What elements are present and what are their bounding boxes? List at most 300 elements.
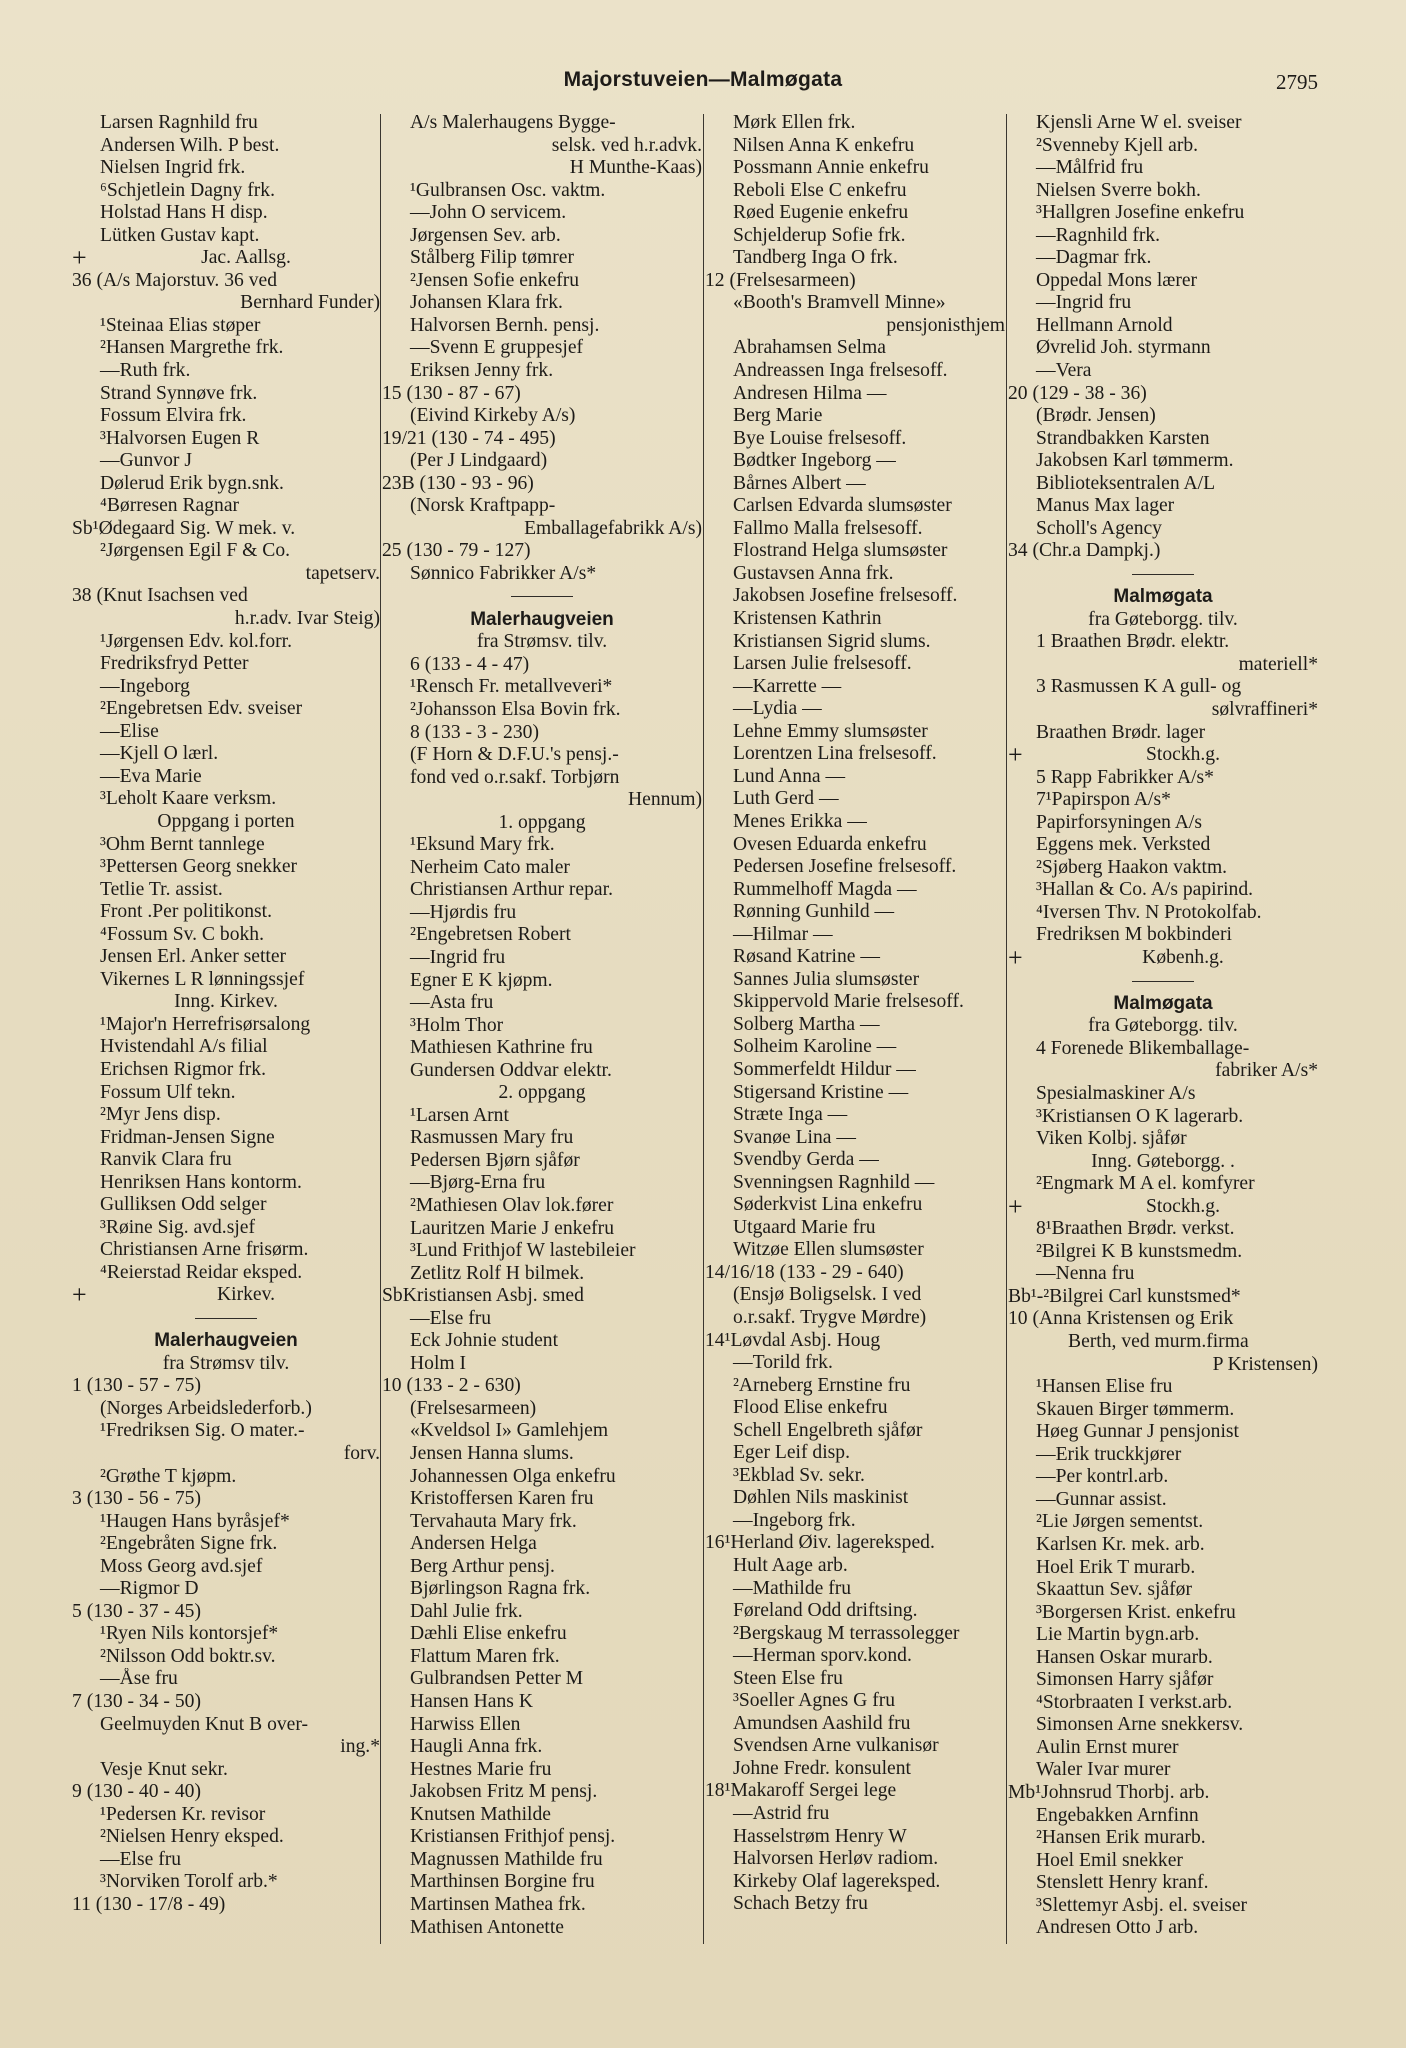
directory-entry: 12 (Frelsesarmeen)	[705, 269, 856, 291]
directory-entry: ¹Eksund Mary frk.	[410, 834, 555, 856]
cross-marker-icon: +	[1008, 1195, 1023, 1219]
directory-entry: ¹Larsen Arnt	[410, 1104, 509, 1126]
directory-entry: ¹Hansen Elise fru	[1036, 1376, 1173, 1398]
directory-entry: selsk. ved h.r.advk.	[551, 134, 702, 156]
directory-entry: Jørgensen Sev. arb.	[410, 224, 561, 246]
directory-entry: Jensen Erl. Anker setter	[100, 946, 287, 968]
directory-entry: Sb¹Ødegaard Sig. W mek. v.	[72, 517, 296, 539]
directory-entry: fra Gøteborgg. tilv.	[1088, 608, 1238, 630]
directory-entry: Eriksen Jenny frk.	[410, 360, 554, 382]
directory-entry: ²Engebråten Signe frk.	[100, 1533, 278, 1555]
directory-entry: Halvorsen Bernh. pensj.	[410, 314, 600, 336]
directory-entry: ³Lund Frithjof W lastebileier	[410, 1240, 636, 1262]
directory-entry: Eggens mek. Verksted	[1036, 834, 1211, 856]
directory-entry: Fredriksfryd Petter	[100, 653, 249, 675]
directory-entry: ¹Rensch Fr. metallveveri*	[410, 676, 613, 698]
directory-entry: Sønnico Fabrikker A/s*	[410, 562, 597, 584]
directory-entry: Strandbakken Karsten	[1036, 427, 1210, 449]
directory-entry: —Erik truckkjører	[1036, 1443, 1182, 1465]
directory-entry: Abrahamsen Selma	[733, 337, 886, 359]
directory-entry: Lund Anna —	[733, 765, 846, 787]
directory-entry: Kristiansen Frithjof pensj.	[410, 1826, 616, 1848]
directory-entry: 2. oppgang	[498, 1082, 586, 1104]
directory-entry: Strand Synnøve frk.	[100, 382, 258, 404]
directory-entry: —Torild frk.	[733, 1352, 833, 1374]
directory-entry: H Munthe-Kaas)	[569, 157, 702, 179]
directory-entry: —Dagmar frk.	[1036, 247, 1152, 269]
column-divider	[380, 114, 381, 1944]
directory-entry: Possmann Annie enkefru	[733, 157, 929, 179]
directory-entry: Geelmuyden Knut B over-	[100, 1713, 309, 1735]
directory-entry: Andreassen Inga frelsesoff.	[733, 360, 948, 382]
directory-entry: Scholl's Agency	[1036, 517, 1162, 539]
directory-entry: ¹Gulbransen Osc. vaktm.	[410, 179, 606, 201]
directory-entry: —Mathilde fru	[733, 1577, 852, 1599]
directory-entry: Christiansen Arne frisørm.	[100, 1239, 309, 1261]
directory-entry: Gulliksen Odd selger	[100, 1194, 267, 1216]
cross-street-line	[72, 1284, 380, 1307]
directory-entry: Bjørlingson Ragna frk.	[410, 1578, 591, 1600]
directory-entry: pensjonisthjem	[886, 314, 1005, 336]
directory-entry: —Else fru	[100, 1848, 182, 1870]
directory-entry: ²Jørgensen Egil F & Co.	[100, 540, 291, 562]
directory-entry: 7 (130 - 34 - 50)	[72, 1691, 201, 1713]
cross-street-label: Stockh.g.	[1145, 1195, 1221, 1217]
directory-entry: Simonsen Harry sjåfør	[1036, 1669, 1214, 1691]
directory-entry: ³Halvorsen Eugen R	[100, 427, 260, 449]
directory-entry: Dahl Julie frk.	[410, 1600, 523, 1622]
directory-entry: Nerheim Cato maler	[410, 856, 570, 878]
directory-entry: Spesialmaskiner A/s	[1036, 1083, 1196, 1105]
cross-street-line	[1008, 947, 1318, 970]
directory-entry: Solberg Martha —	[733, 1013, 880, 1035]
directory-entry: ³Borgersen Krist. enkefru	[1036, 1601, 1236, 1623]
directory-entry: Pedersen Josefine frelsesoff.	[733, 856, 957, 878]
directory-entry: Kjensli Arne W el. sveiser	[1036, 112, 1242, 133]
directory-entry: Larsen Julie frelsesoff.	[733, 653, 912, 675]
directory-entry: Eck Johnie student	[410, 1330, 559, 1352]
directory-entry: Hennum)	[627, 789, 702, 811]
directory-entry: Andersen Helga	[410, 1533, 537, 1555]
directory-entry: Fossum Elvira frk.	[100, 405, 247, 427]
directory-entry: ⁶Schjetlein Dagny frk.	[100, 179, 275, 201]
directory-entry: ¹Major'n Herrefrisørsalong	[100, 1013, 311, 1035]
directory-entry: —Åse fru	[100, 1668, 178, 1690]
directory-entry: Jensen Hanna slums.	[410, 1443, 574, 1465]
directory-entry: 3 Rasmussen K A gull- og	[1036, 676, 1242, 698]
directory-entry: Carlsen Edvarda slumsøster	[733, 495, 952, 517]
directory-entry: Gustavsen Anna frk.	[733, 562, 894, 584]
directory-entry: 9 (130 - 40 - 40)	[72, 1781, 201, 1803]
directory-entry: Hasselstrøm Henry W	[733, 1825, 907, 1847]
directory-entry: Fridman-Jensen Signe	[100, 1126, 275, 1148]
directory-entry: Aulin Ernst murer	[1036, 1736, 1179, 1758]
directory-entry: Marthinsen Borgine fru	[410, 1871, 595, 1893]
directory-entry: forv.	[343, 1443, 380, 1465]
directory-entry: ²Engebretsen Edv. sveiser	[100, 698, 303, 720]
directory-entry: Nilsen Anna K enkefru	[733, 134, 915, 156]
page-title: Majorstuveien—Malmøgata	[563, 68, 843, 91]
directory-entry: ²Arneberg Ernstine fru	[733, 1374, 911, 1396]
directory-entry: 3 (130 - 56 - 75)	[72, 1488, 201, 1510]
directory-entry: Hansen Oskar murarb.	[1036, 1646, 1213, 1668]
directory-entry: fra Strømsv tilv.	[162, 1352, 290, 1374]
directory-entry: fond ved o.r.sakf. Torbjørn	[410, 766, 620, 788]
directory-entry: ⁴Storbraaten I verkst.arb.	[1036, 1691, 1233, 1713]
directory-entry: Emballagefabrikk A/s)	[524, 517, 702, 539]
directory-entry: ³Kristiansen O K lagerarb.	[1036, 1105, 1244, 1127]
directory-entry: ³Slettemyr Asbj. el. sveiser	[1036, 1894, 1248, 1916]
directory-entry: 8 (133 - 3 - 230)	[410, 721, 539, 743]
directory-entry: Gundersen Oddvar elektr.	[410, 1059, 612, 1081]
directory-entry: Lorentzen Lina frelsesoff.	[733, 743, 937, 765]
directory-entry: —Per kontrl.arb.	[1036, 1466, 1169, 1488]
directory-entry: —Karrette —	[733, 675, 842, 697]
directory-entry: ⁴Fossum Sv. C bokh.	[100, 923, 264, 945]
directory-entry: —Ragnhild frk.	[1036, 224, 1161, 246]
directory-entry: Zetlitz Rolf H bilmek.	[410, 1262, 585, 1284]
directory-entry: 10 (Anna Kristensen og Erik	[1008, 1308, 1234, 1330]
directory-entry: 20 (129 - 38 - 36)	[1008, 382, 1147, 404]
directory-entry: Øvrelid Joh. styrmann	[1036, 337, 1211, 359]
directory-entry: Dølerud Erik bygn.snk.	[100, 472, 284, 494]
directory-entry: ³Hallan & Co. A/s papirind.	[1036, 879, 1254, 901]
directory-entry: —Svenn E gruppesjef	[410, 337, 584, 359]
directory-entry: (Per J Lindgaard)	[410, 450, 548, 472]
directory-entry: (Frelsesarmeen)	[410, 1397, 537, 1419]
directory-entry: ¹Jørgensen Edv. kol.forr.	[100, 630, 292, 652]
directory-entry: Knutsen Mathilde	[410, 1803, 551, 1825]
section-heading: Malerhaugveien	[470, 608, 614, 630]
directory-entry: Reboli Else C enkefru	[733, 179, 907, 201]
directory-entry: Sommerfeldt Hildur —	[733, 1058, 916, 1080]
directory-entry: Stenslett Henry kranf.	[1036, 1872, 1209, 1894]
directory-entry: ²Nilsson Odd boktr.sv.	[100, 1645, 276, 1667]
directory-entry: Oppedal Mons lærer	[1036, 269, 1198, 291]
directory-entry: 10 (133 - 2 - 630)	[382, 1375, 521, 1397]
directory-entry: Karlsen Kr. mek. arb.	[1036, 1533, 1205, 1555]
directory-entry: materiell*	[1238, 653, 1318, 675]
directory-entry: —Herman sporv.kond.	[733, 1645, 912, 1667]
directory-entry: Jakobsen Josefine frelsesoff.	[733, 585, 958, 607]
directory-entry: Nielsen Sverre bokh.	[1036, 179, 1201, 201]
directory-entry: tapetserv.	[305, 562, 380, 584]
directory-entry: Svenningsen Ragnhild —	[733, 1171, 935, 1193]
directory-entry: A/s Malerhaugens Bygge-	[410, 112, 616, 133]
directory-entry: Halvorsen Herløv radiom.	[733, 1848, 939, 1870]
directory-entry: Simonsen Arne snekkersv.	[1036, 1714, 1244, 1736]
directory-entry: fra Strømsv. tilv.	[476, 631, 608, 653]
directory-entry: —Målfrid fru	[1036, 157, 1144, 179]
directory-entry: (F Horn & D.F.U.'s pensj.-	[410, 744, 619, 766]
directory-entry: Fallmo Malla frelsesoff.	[733, 517, 923, 539]
cross-marker-icon: +	[72, 247, 87, 270]
directory-entry: Christiansen Arthur repar.	[410, 879, 613, 901]
directory-entry: (Eivind Kirkeby A/s)	[410, 405, 576, 427]
directory-entry: —Kjell O lærl.	[100, 743, 219, 765]
directory-entry: ²Jensen Sofie enkefru	[410, 269, 580, 291]
cross-marker-icon: +	[72, 1284, 87, 1307]
directory-entry: —Asta fru	[410, 992, 494, 1014]
directory-entry: Dæhli Elise enkefru	[410, 1623, 567, 1645]
directory-entry: 19/21 (130 - 74 - 495)	[382, 427, 556, 449]
directory-entry: —Ingeborg frk.	[733, 1509, 856, 1531]
directory-entry: Rønning Gunhild —	[733, 901, 895, 923]
directory-entry: Moss Georg avd.sjef	[100, 1555, 263, 1577]
directory-entry: Rummelhoff Magda —	[733, 878, 917, 900]
column-2	[382, 112, 702, 1939]
directory-entry: Svanøe Lina —	[733, 1126, 856, 1148]
section-heading: Malerhaugveien	[154, 1330, 298, 1352]
directory-entry: ¹Steinaa Elias støper	[100, 314, 261, 336]
cross-street-line	[1008, 1196, 1318, 1219]
directory-entry: Amundsen Aashild fru	[733, 1712, 911, 1734]
directory-entry: Rasmussen Mary fru	[410, 1127, 574, 1149]
directory-entry: 6 (133 - 4 - 47)	[410, 653, 530, 675]
directory-entry: Ovesen Eduarda enkefru	[733, 833, 927, 855]
directory-entry: Utgaard Marie fru	[733, 1216, 876, 1238]
directory-entry: ³Pettersen Georg snekker	[100, 856, 298, 878]
directory-entry: Hult Aage arb.	[733, 1555, 848, 1576]
section-heading: Malmøgata	[1113, 586, 1213, 608]
directory-entry: Schach Betzy fru	[733, 1893, 868, 1915]
directory-entry: Andersen Wilh. P best.	[100, 134, 280, 156]
directory-entry: Hestnes Marie fru	[410, 1758, 552, 1780]
directory-entry: Stræte Inga —	[733, 1104, 848, 1126]
directory-entry: Kristoffersen Karen fru	[410, 1488, 594, 1510]
page-number: 2795	[1276, 70, 1318, 94]
directory-entry: Front .Per politikonst.	[100, 901, 273, 923]
directory-entry: ²Grøthe T kjøpm.	[100, 1465, 237, 1487]
directory-entry: 11 (130 - 17/8 - 49)	[72, 1893, 226, 1915]
directory-entry: ³Røine Sig. avd.sjef	[100, 1216, 255, 1238]
directory-entry: Mørk Ellen frk.	[733, 112, 856, 133]
directory-entry: —Gunvor J	[100, 450, 192, 472]
directory-entry: Høeg Gunnar J pensjonist	[1036, 1421, 1239, 1443]
directory-entry: Bb¹-²Bilgrei Carl kunstsmed*	[1008, 1285, 1241, 1307]
directory-entry: —Elise	[100, 720, 159, 742]
cross-marker-icon: +	[1008, 946, 1023, 970]
directory-entry: Martinsen Mathea frk.	[410, 1893, 586, 1915]
directory-entry: Inng. Gøteborgg. .	[1091, 1150, 1235, 1172]
directory-entry: Solheim Karoline —	[733, 1036, 897, 1058]
directory-entry: ¹Haugen Hans byråsjef*	[100, 1510, 290, 1532]
directory-entry: Harwiss Ellen	[410, 1713, 521, 1735]
directory-entry: Hellmann Arnold	[1036, 314, 1173, 336]
directory-entry: ing.*	[340, 1736, 380, 1758]
directory-entry: Tervahauta Mary frk.	[410, 1510, 577, 1532]
directory-entry: Søderkvist Lina enkefru	[733, 1194, 923, 1216]
directory-entry: —Hjørdis fru	[410, 901, 517, 923]
directory-entry: —Bjørg-Erna fru	[410, 1172, 546, 1194]
column-3	[705, 112, 1005, 1916]
directory-entry: —Eva Marie	[100, 765, 202, 787]
directory-entry: Vesje Knut sekr.	[100, 1758, 228, 1780]
directory-entry: Henriksen Hans kontorm.	[100, 1171, 302, 1193]
directory-entry: ²Engebretsen Robert	[410, 924, 571, 946]
directory-entry: —Rigmor D	[100, 1578, 199, 1600]
directory-entry: ¹Pedersen Kr. revisor	[100, 1803, 266, 1825]
directory-entry: Menes Erikka —	[733, 810, 867, 832]
directory-entry: Biblioteksentralen A/L	[1036, 472, 1216, 494]
directory-entry: ²Myr Jens disp.	[100, 1104, 221, 1126]
directory-entry: —Vera	[1036, 360, 1092, 382]
directory-entry: Vikernes L R lønningssjef	[100, 968, 305, 990]
directory-entry: sølvraffineri*	[1211, 698, 1318, 720]
directory-entry: Skaattun Sev. sjåfør	[1036, 1579, 1192, 1601]
directory-entry: 25 (130 - 79 - 127)	[382, 540, 531, 562]
directory-entry: ³Hallgren Josefine enkefru	[1036, 202, 1245, 224]
section-heading: Malmøgata	[1113, 992, 1213, 1014]
directory-entry: —John O servicem.	[410, 202, 567, 224]
directory-entry: Bernhard Funder)	[240, 292, 380, 314]
column-divider	[703, 114, 704, 1944]
directory-entry: Haugli Anna frk.	[410, 1736, 543, 1758]
directory-entry: 38 (Knut Isachsen ved	[72, 585, 248, 607]
directory-entry: Steen Else fru	[733, 1667, 843, 1689]
directory-entry: —Ingrid fru	[410, 946, 506, 968]
directory-entry: 14¹Løvdal Asbj. Houg	[705, 1329, 881, 1351]
directory-entry: Røsand Katrine —	[733, 946, 880, 968]
directory-entry: 16¹Herland Øiv. lagereksped.	[705, 1532, 935, 1554]
cross-street-label: Kirkev.	[216, 1284, 276, 1306]
directory-entry: 1 Braathen Brødr. elektr.	[1036, 631, 1230, 653]
directory-entry: 5 Rapp Fabrikker A/s*	[1036, 766, 1214, 788]
directory-entry: Svendby Gerda —	[733, 1149, 879, 1171]
directory-entry: Viken Kolbj. sjåfør	[1036, 1128, 1187, 1150]
directory-entry: Holstad Hans H disp.	[100, 202, 268, 224]
directory-entry: ³Norviken Torolf arb.*	[100, 1871, 278, 1893]
directory-entry: 1. oppgang	[498, 811, 586, 833]
directory-entry: Luth Gerd —	[733, 788, 839, 810]
directory-entry: Føreland Odd driftsing.	[733, 1600, 918, 1622]
directory-entry: Døhlen Nils maskinist	[733, 1487, 909, 1509]
directory-entry: Lie Martin bygn.arb.	[1036, 1624, 1200, 1646]
directory-entry: 36 (A/s Majorstuv. 36 ved	[72, 269, 277, 291]
directory-entry: ²Svenneby Kjell arb.	[1036, 134, 1199, 156]
column-1	[72, 112, 380, 1917]
directory-entry: —Gunnar assist.	[1036, 1488, 1167, 1510]
directory-entry: Fossum Ulf tekn.	[100, 1081, 236, 1103]
cross-street-line	[1008, 744, 1318, 767]
directory-entry: ²Hansen Erik murarb.	[1036, 1827, 1206, 1849]
directory-entry: 18¹Makaroff Sergei lege	[705, 1780, 897, 1802]
directory-entry: ²Mathiesen Olav lok.fører	[410, 1195, 614, 1216]
cross-street-line	[72, 247, 380, 270]
directory-entry: Berth, ved murm.firma	[1068, 1331, 1249, 1353]
directory-entry: ²Johansson Elsa Bovin frk.	[410, 698, 621, 720]
directory-entry: Schjelderup Sofie frk.	[733, 224, 906, 246]
directory-entry: Eger Leif disp.	[733, 1442, 850, 1464]
directory-entry: ²Lie Jørgen sementst.	[1036, 1511, 1204, 1533]
directory-entry: Oppgang i porten	[157, 810, 295, 832]
directory-entry: ³Leholt Kaare verksm.	[100, 788, 277, 810]
directory-entry: Berg Marie	[733, 405, 823, 427]
directory-entry: ³Holm Thor	[410, 1014, 504, 1036]
directory-entry: Nielsen Ingrid frk.	[100, 157, 246, 179]
directory-entry: Hansen Hans K	[410, 1691, 533, 1713]
directory-entry: SbKristiansen Asbj. smed	[382, 1285, 584, 1307]
directory-entry: ²Hansen Margrethe frk.	[100, 337, 284, 359]
directory-entry: ²Bergskaug M terrassolegger	[733, 1622, 960, 1644]
directory-entry: Magnussen Mathilde fru	[410, 1848, 603, 1870]
directory-entry: Johne Fredr. konsulent	[733, 1757, 911, 1779]
directory-entry: Pedersen Bjørn sjåfør	[410, 1149, 580, 1171]
directory-entry: —Else fru	[410, 1307, 492, 1329]
directory-entry: Svendsen Arne vulkanisør	[733, 1735, 939, 1757]
directory-entry: Braathen Brødr. lager	[1036, 721, 1206, 743]
directory-entry: ¹Ryen Nils kontorsjef*	[100, 1623, 279, 1645]
cross-street-label: Jac. Aallsg.	[201, 247, 291, 269]
directory-entry: ³Ekblad Sv. sekr.	[733, 1464, 865, 1486]
directory-entry: —Hilmar —	[733, 923, 833, 945]
directory-entry: Lütken Gustav kapt.	[100, 224, 260, 246]
directory-entry: Flostrand Helga slumsøster	[733, 540, 948, 562]
directory-entry: Tandberg Inga O frk.	[733, 247, 898, 269]
directory-entry: o.r.sakf. Trygve Mørdre)	[733, 1306, 927, 1328]
directory-entry: Egner E K kjøpm.	[410, 969, 553, 991]
directory-entry: —Ingeborg	[100, 675, 190, 697]
directory-entry: Witzøe Ellen slumsøster	[733, 1239, 924, 1261]
directory-entry: Lauritzen Marie J enkefru	[410, 1217, 615, 1239]
directory-entry: Bårnes Albert —	[733, 472, 866, 494]
directory-entry: Lehne Emmy slumsøster	[733, 720, 928, 742]
directory-entry: Flattum Maren frk.	[410, 1645, 560, 1667]
directory-entry: Kirkeby Olaf lagereksped.	[733, 1870, 941, 1892]
directory-entry: Bye Louise frelsesoff.	[733, 427, 907, 449]
directory-entry: Røed Eugenie enkefru	[733, 202, 909, 224]
directory-entry: «Kveldsol I» Gamlehjem	[410, 1420, 609, 1442]
directory-entry: 14/16/18 (133 - 29 - 640)	[705, 1261, 904, 1283]
column-divider	[1006, 114, 1007, 1944]
directory-entry: Inng. Kirkev.	[174, 991, 278, 1013]
directory-entry: 34 (Chr.a Dampkj.)	[1008, 540, 1161, 562]
directory-entry: —Nenna fru	[1036, 1263, 1135, 1285]
directory-entry: Waler Ivar murer	[1036, 1759, 1171, 1781]
directory-entry: —Astrid fru	[733, 1803, 830, 1825]
directory-entry: ³Ohm Bernt tannlege	[100, 833, 265, 855]
directory-entry: ⁴Iversen Thv. N Protokolfab.	[1036, 901, 1262, 923]
directory-entry: Stålberg Filip tømrer	[410, 247, 574, 269]
directory-entry: Hvistendahl A/s filial	[100, 1036, 268, 1058]
directory-entry: Skippervold Marie frelsesoff.	[733, 991, 964, 1013]
directory-entry: (Norges Arbeidslederforb.)	[100, 1397, 312, 1419]
directory-entry: Mb¹Johnsrud Thorbj. arb.	[1008, 1781, 1210, 1803]
directory-entry: Papirforsyningen A/s	[1036, 811, 1202, 833]
directory-entry: Sannes Julia slumsøster	[733, 968, 920, 990]
directory-entry: P Kristensen)	[1212, 1353, 1318, 1375]
directory-entry: —Lydia —	[733, 698, 822, 720]
directory-entry: Stigersand Kristine —	[733, 1081, 909, 1103]
directory-entry: Flood Elise enkefru	[733, 1397, 888, 1419]
directory-entry: ³Soeller Agnes G fru	[733, 1690, 896, 1712]
column-4	[1008, 112, 1318, 1940]
directory-entry: fabriker A/s*	[1215, 1060, 1318, 1082]
directory-entry: —Ingrid fru	[1036, 292, 1132, 314]
directory-entry: Berg Arthur pensj.	[410, 1555, 555, 1577]
directory-entry: ⁴Børresen Ragnar	[100, 495, 240, 517]
directory-entry: fra Gøteborgg. tilv.	[1088, 1015, 1238, 1037]
directory-entry: (Brødr. Jensen)	[1036, 405, 1156, 427]
directory-entry: Jakobsen Karl tømmerm.	[1036, 450, 1234, 472]
directory-entry: Jakobsen Fritz M pensj.	[410, 1781, 598, 1803]
cross-street-label: Stockh.g.	[1145, 744, 1221, 766]
directory-entry: 1 (130 - 57 - 75)	[72, 1375, 201, 1397]
directory-entry: Larsen Ragnhild fru	[100, 112, 258, 133]
directory-entry: Mathiesen Kathrine fru	[410, 1037, 593, 1059]
directory-entry: Andresen Hilma —	[733, 382, 887, 404]
directory-entry: 4 Forenede Blikemballage-	[1036, 1037, 1250, 1059]
